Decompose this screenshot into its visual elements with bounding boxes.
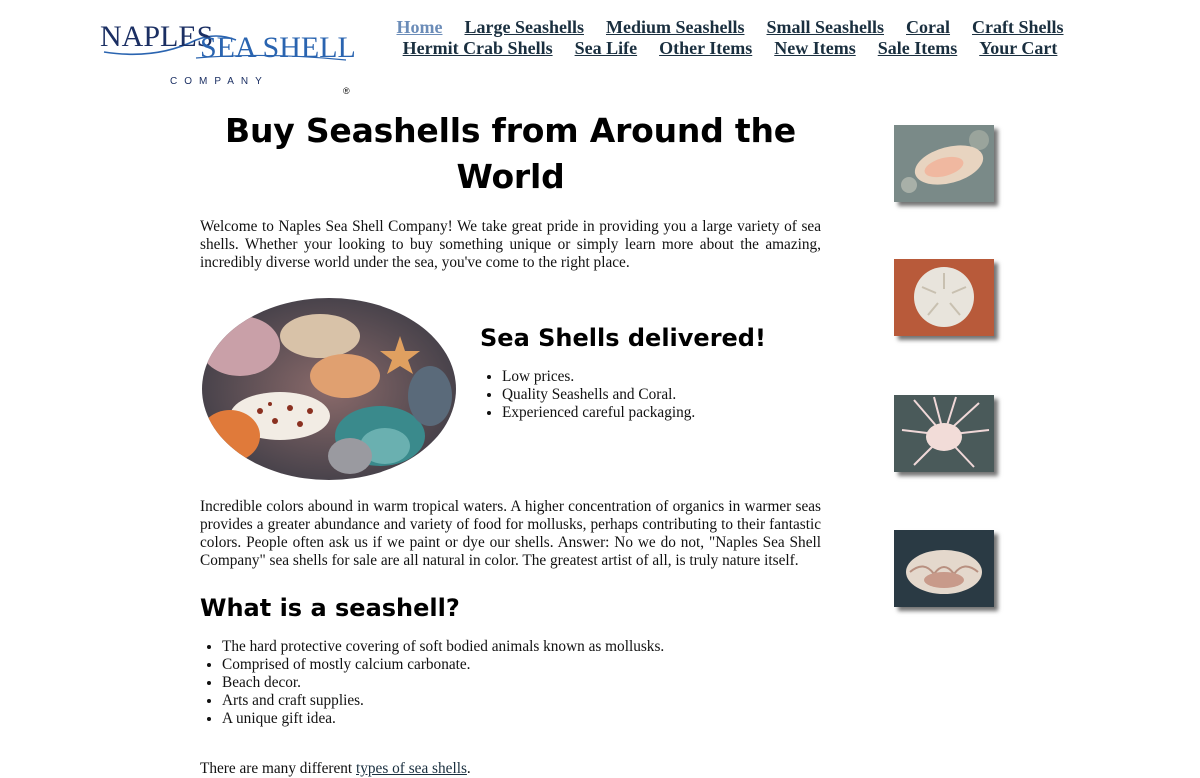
registered-mark: ®: [343, 86, 350, 96]
feature-list: [480, 368, 820, 422]
nav-link-coral[interactable]: Coral: [906, 17, 951, 37]
seashell-collection-image: [200, 296, 458, 482]
what-is-seashell-list: [200, 638, 821, 728]
list-item: • Quality Seashells and Coral.: [502, 386, 820, 404]
feature-text: [480, 322, 820, 422]
company-logo[interactable]: [96, 10, 366, 100]
seashell-logo-graphic: [96, 10, 366, 100]
types-suffix: .: [466, 760, 471, 777]
nav-row-1: [380, 17, 1080, 38]
nav-link-medium-seashells[interactable]: Medium Seashells: [605, 17, 745, 37]
types-prefix: There are many different: [200, 760, 357, 777]
what-is-seashell-heading: What is a seashell?: [200, 594, 460, 622]
types-paragraph: [200, 760, 821, 778]
logo-seashell-text: SEA SHELL: [200, 31, 356, 64]
thumbnail-clam-shell[interactable]: [894, 530, 994, 607]
nav-row-2: [380, 38, 1080, 59]
logo-company-text: COMPANY: [170, 76, 269, 87]
nav-link-craft-shells[interactable]: Craft Shells: [972, 17, 1064, 37]
nav-link-large-seashells[interactable]: Large Seashells: [464, 17, 584, 37]
feature-heading: Sea Shells delivered!: [480, 324, 766, 352]
nav-link-sale-items[interactable]: Sale Items: [877, 38, 958, 58]
list-item: • Comprised of mostly calcium carbonate.: [222, 656, 821, 674]
list-item: • Arts and craft supplies.: [222, 692, 821, 710]
thumbnail-conch-shell[interactable]: [894, 125, 994, 202]
intro-paragraph: Welcome to Naples Sea Shell Company! We take great pride in providing you a large variety of sea shells. Whether your looking to buy something unique or simply learn more about the amazing, incredibly diverse world under the sea, you've come to the right place.: [200, 218, 821, 271]
main-content: [200, 108, 821, 778]
nav-link-your-cart[interactable]: Your Cart: [979, 38, 1058, 58]
nav-link-new-items[interactable]: New Items: [774, 38, 856, 58]
colors-paragraph: Incredible colors abound in warm tropical waters. A higher concentration of organics in warmer seas provides a greater abundance and variety of food for mollusks, perhaps contributing to their fantastic colors. People often ask us if we paint or dye our shells. Answer: No we do not, "Naples Sea Shell Company" sea shells for sale are all natural in color. The greatest artist of all, is truly nature itself.: [200, 498, 821, 569]
list-item: • Beach decor.: [222, 674, 821, 692]
thumbnail-sand-dollar[interactable]: [894, 259, 994, 336]
feature-section: [200, 296, 821, 486]
types-of-sea-shells-link[interactable]: types of sea shells: [356, 760, 467, 777]
thumbnail-spiny-urchin-shell[interactable]: [894, 395, 994, 472]
list-item: • The hard protective covering of soft bodied animals known as mollusks.: [222, 638, 821, 656]
nav-link-sea-life[interactable]: Sea Life: [574, 38, 638, 58]
list-item: • Experienced careful packaging.: [502, 404, 820, 422]
list-item: • A unique gift idea.: [222, 710, 821, 728]
nav-link-other-items[interactable]: Other Items: [659, 38, 753, 58]
main-navigation: [380, 17, 1080, 59]
nav-link-home[interactable]: Home: [396, 17, 443, 37]
nav-link-small-seashells[interactable]: Small Seashells: [766, 17, 885, 37]
logo-naples-text: NAPLES: [100, 20, 214, 53]
list-item: • Low prices.: [502, 368, 820, 386]
page-title: Buy Seashells from Around the World: [225, 111, 796, 196]
nav-link-hermit-crab-shells[interactable]: Hermit Crab Shells: [402, 38, 553, 58]
